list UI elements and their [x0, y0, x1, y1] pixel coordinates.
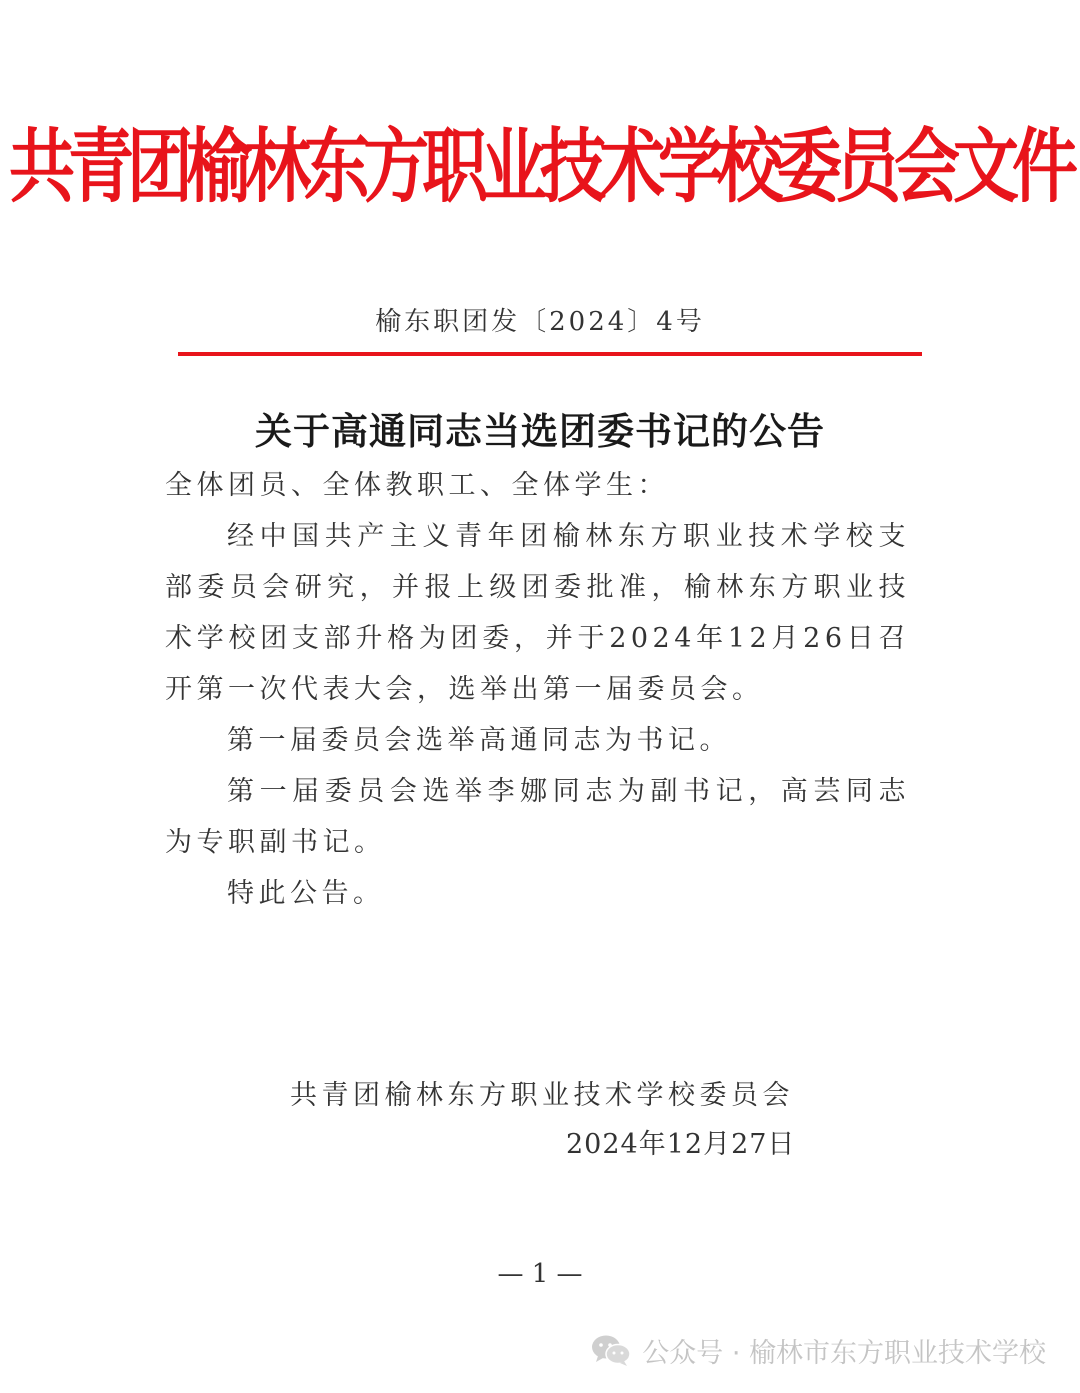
salutation: 全体团员、全体教职工、全体学生： — [165, 470, 669, 501]
closing-line: 特此公告。 — [227, 878, 385, 909]
watermark-text: 公众号 · 榆林市东方职业技术学校 — [642, 1337, 1046, 1369]
body-paragraph-3: 第一届委员会选举李娜同志为副书记，高芸同志为专职副书记。 — [165, 776, 910, 858]
body-paragraph-2: 第一届委员会选举高通同志为书记。 — [227, 725, 731, 756]
document-number: 榆东职团发〔2024〕4号 — [375, 307, 705, 337]
body-paragraph-1: 经中国共产主义青年团榆林东方职业技术学校支部委员会研究，并报上级团委批准，榆林东方职业技术学校团支部升格为团委，并于2024年12月26日召开第一次代表大会，选举出第一届委员会。 — [165, 521, 910, 705]
document-masthead: 共青团榆林东方职业技术学校委员会文件 — [9, 118, 1071, 214]
signature-organization: 共青团榆林东方职业技术学校委员会 — [290, 1080, 794, 1111]
notice-body — [165, 460, 910, 919]
signature-date: 2024年12月27日 — [566, 1129, 796, 1160]
wechat-watermark — [590, 1328, 1046, 1372]
wechat-icon — [590, 1333, 632, 1367]
red-divider-line — [178, 352, 922, 356]
notice-title: 关于高通同志当选团委书记的公告 — [255, 409, 825, 453]
page-number: — 1 — — [497, 1259, 583, 1289]
